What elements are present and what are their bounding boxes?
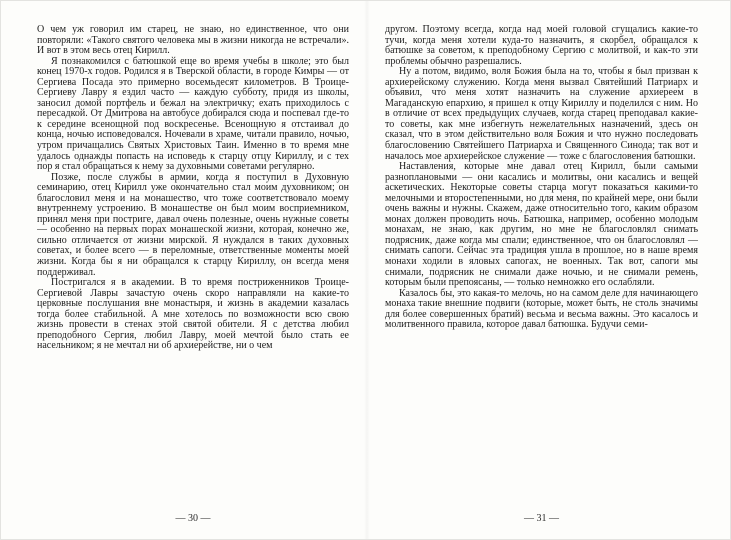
- paragraph: Я познакомился с батюшкой еще во время учебы в школе; это был конец 1970-х годов. Родился я в Тверской области, в городе Кимры — от Сергиева Посада это примерно восемьдесят километров. В Троице-Сергиеву Лавру я ездил часто — каждую субботу, придя из школы, заносил домой портфель и бежал на электричку; ехать приходилось с пересадкой. От Дмитрова на автобусе добирался сюда и поспевал где-то к середине всенощной под воскресенье. Всенощную я отстаивал до конца, ночью исповедовался. Ночевали в храме, читали правило, ночью, утром причащались Святых Христовых Таин. Именно в то время мне удалось однажды попасть на исповедь к старцу отцу Кириллу, и с тех пор я стал обращаться к нему за духовными советами регулярно.: [37, 55, 349, 173]
- page-number-left: — 30 —: [175, 513, 211, 524]
- paragraph: Постригался я в академии. В то время постриженников Троице-Сергиевой Лавры зачастую очень скоро направляли на какие-то церковные послушания вне монастыря, и жизнь в академии казалась тогда более стабильной. А мне хотелось по возможности всю свою жизнь провести в стенах этой святой обители. Я с детства любил преподобного Сергия, любил Лавру, моей мечтой было стать ее насельником; я не мечтал ни об архиерействе, ни о чем: [37, 277, 349, 352]
- paragraph: О чем уж говорил им старец, не знаю, но единственное, что они повторяли: «Такого святого человека мы в жизни никогда не встречали». И вот в этом весь отец Кирилл.: [37, 25, 349, 57]
- paragraph: другом. Поэтому всегда, когда над моей головой сгущались какие-то тучи, когда меня хотели куда-то назначить, я скорбел, обращался к батюшке за советом, к преподобному Сергию с молитвой, и как-то эти проблемы обычно разрешались.: [385, 25, 698, 67]
- paragraph: Казалось бы, это какая-то мелочь, но на самом деле для начинающего монаха такие внешние подвиги (которые, может быть, не столь значимы для более совершенных братий) весьма и весьма важны. Это касалось и молитвенного правила, которое давал батюшка. Будучи семи-: [385, 287, 698, 331]
- paragraph: Позже, после службы в армии, когда я поступил в Духовную семинарию, отец Кирилл уже окончательно стал моим духовником; он благословил меня и на монашество, что тоже соответствовало моему внутреннему устроению. В монашестве он был моим восприемником, принял меня при постриге, давал очень полезные, очень нужные советы — особенно на первых порах монашеской жизни, которая, конечно же, сильно отличается от жизни мирской. Я нуждался в таких духовных советах, и более всего — в переломные, ответственные моменты моей жизни. Когда бы я ни обращался к старцу Кириллу, он всегда меня поддерживал.: [37, 171, 349, 278]
- page-number-right: — 31 —: [524, 513, 559, 524]
- book-spine: [364, 1, 370, 539]
- book-page-right: [385, 25, 698, 525]
- paragraph: Ну а потом, видимо, воля Божия была на то, чтобы я был призван к архиерейскому служению. Когда меня вызвал Святейший Патриарх и объявил, что меня хотят назначить на служение архиереем в Магаданскую епархию, я пришел к отцу Кириллу и поделился с ним. Но в отличие от всех предыдущих случаев, когда старец преподавал какие-то советы, как мне избегнуть нежелательных назначений, здесь он сказал, что в этом действительно воля Божия и что нужно последовать благословению Святейшего Патриарха и Священного Синода; так вот и началось мое архиерейское служение — тоже с благословения батюшки.: [385, 66, 698, 162]
- paragraph: Наставления, которые мне давал отец Кирилл, были самыми разноплановыми — они касались и молитвы, они касались и вещей аскетических. Некоторые советы старца могут показаться какими-то мелочными и второстепенными, но для меня, по крайней мере, они были очень важны и нужны. Скажем, даже относительно того, каким образом монах должен проводить ночь. Батюшка, например, особенно молодым монахам, не знаю, как другим, но мне не благословлял снимать подрясник, даже когда мы спали; единственное, что он благословлял — снимать сапоги. Сейчас эта традиция ушла в прошлое, но в наше время монахи ходили в яловых сапогах, не военных. Так вот, сапоги мы снимали, подрясник не снимали даже ночью, и не снимали ремень, которым были препоясаны, — только немножко его ослабляли.: [385, 161, 698, 289]
- page-left-text: [37, 25, 349, 352]
- page-right-text: [385, 25, 698, 331]
- book-page-left: [37, 25, 349, 525]
